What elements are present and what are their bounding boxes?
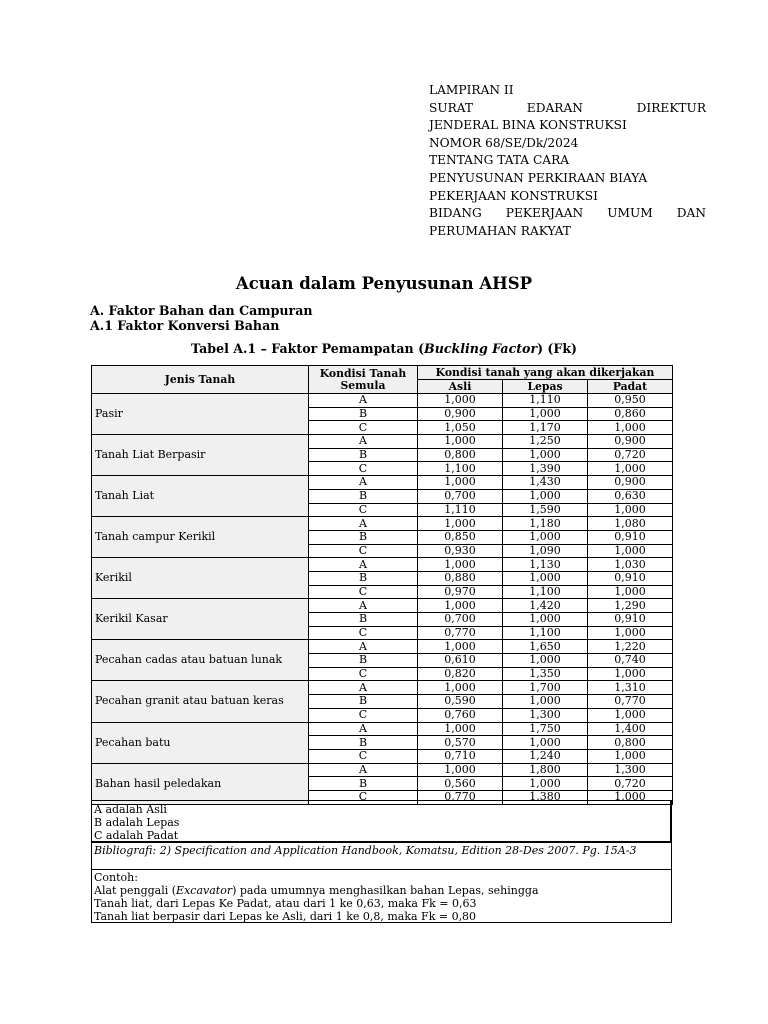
lepas-cell: 1,390 [503, 462, 588, 476]
asli-cell: 0,820 [418, 667, 503, 681]
kondisi-cell: A [309, 722, 418, 736]
lepas-cell: 1,110 [503, 394, 588, 408]
asli-cell: 1,000 [418, 394, 503, 408]
page-title: Acuan dalam Penyusunan AHSP [235, 274, 533, 293]
lepas-cell: 1,380 [503, 790, 588, 804]
asli-cell: 1,000 [418, 599, 503, 613]
header-padat: Padat [588, 380, 673, 394]
asli-cell: 1,100 [418, 462, 503, 476]
padat-cell: 1,000 [588, 790, 673, 804]
lepas-cell: 1,180 [503, 517, 588, 531]
asli-cell: 0,930 [418, 544, 503, 558]
soil-type-cell: Pasir [92, 394, 309, 435]
padat-cell: 0,910 [588, 530, 673, 544]
kondisi-cell: B [309, 489, 418, 503]
lampiran-line: LAMPIRAN II [429, 83, 514, 97]
header-asli: Asli [418, 380, 503, 394]
soil-type-cell: Pecahan cadas atau batuan lunak [92, 640, 309, 681]
padat-cell: 1,400 [588, 722, 673, 736]
asli-cell: 1,050 [418, 421, 503, 435]
asli-cell: 0,560 [418, 777, 503, 791]
kondisi-cell: A [309, 640, 418, 654]
lampiran-word: UMUM [607, 206, 653, 221]
asli-cell: 0,970 [418, 585, 503, 599]
kondisi-cell: B [309, 777, 418, 791]
lampiran-word: DIREKTUR [636, 100, 706, 115]
padat-cell: 1,000 [588, 708, 673, 722]
kondisi-cell: A [309, 681, 418, 695]
buckling-factor-table [91, 365, 673, 805]
lepas-cell: 1,000 [503, 695, 588, 709]
example-line: Tanah liat berpasir dari Lepas ke Asli, dari 1 ke 0,8, maka Fk = 0,80 [94, 910, 477, 923]
kondisi-cell: A [309, 558, 418, 572]
kondisi-cell: C [309, 503, 418, 517]
example-line-prefix: Alat penggali ( [94, 884, 177, 897]
kondisi-cell: C [309, 708, 418, 722]
lepas-cell: 1,000 [503, 571, 588, 585]
lampiran-word: EDARAN [526, 100, 583, 115]
soil-type-cell: Tanah Liat Berpasir [92, 435, 309, 476]
padat-cell: 1,000 [588, 585, 673, 599]
kondisi-cell: A [309, 435, 418, 449]
header-jenis-tanah: Jenis Tanah [92, 366, 309, 394]
asli-cell: 0,760 [418, 708, 503, 722]
padat-cell: 1,000 [588, 544, 673, 558]
lepas-cell: 1,650 [503, 640, 588, 654]
kondisi-cell: A [309, 599, 418, 613]
legend-line: B adalah Lepas [94, 816, 180, 829]
lepas-cell: 1,000 [503, 489, 588, 503]
table-row [92, 640, 673, 654]
lepas-cell: 1,000 [503, 530, 588, 544]
example-line-italic: Excavator [176, 884, 233, 897]
table-row [92, 722, 673, 736]
asli-cell: 0,800 [418, 448, 503, 462]
kondisi-cell: B [309, 448, 418, 462]
lampiran-word: DAN [676, 206, 706, 221]
asli-cell: 0,710 [418, 749, 503, 763]
kondisi-cell: A [309, 763, 418, 777]
padat-cell: 0,900 [588, 476, 673, 490]
lampiran-line-justified [429, 100, 706, 118]
table-row [92, 435, 673, 449]
padat-cell: 1,000 [588, 626, 673, 640]
soil-type-cell: Tanah campur Kerikil [92, 517, 309, 558]
padat-cell: 0,720 [588, 448, 673, 462]
lepas-cell: 1,350 [503, 667, 588, 681]
padat-cell: 1,300 [588, 763, 673, 777]
example-line [94, 884, 669, 897]
asli-cell: 0,570 [418, 736, 503, 750]
table-row [92, 681, 673, 695]
kondisi-cell: C [309, 749, 418, 763]
kondisi-cell: A [309, 394, 418, 408]
table-row [92, 599, 673, 613]
header-kondisi-semula: Kondisi Tanah Semula [309, 366, 418, 394]
soil-type-cell: Tanah Liat [92, 476, 309, 517]
lampiran-line: TENTANG TATA CARA [429, 153, 570, 168]
lampiran-line-justified [429, 205, 706, 223]
padat-cell: 1,000 [588, 503, 673, 517]
caption-suffix: ) (Fk) [537, 341, 578, 356]
example-label: Contoh: [94, 871, 138, 884]
asli-cell: 0,770 [418, 626, 503, 640]
kondisi-cell: C [309, 544, 418, 558]
asli-cell: 1,000 [418, 517, 503, 531]
table-caption [0, 341, 768, 356]
lepas-cell: 1,100 [503, 626, 588, 640]
asli-cell: 1,000 [418, 722, 503, 736]
lepas-cell: 1,130 [503, 558, 588, 572]
section-heading-a1: A.1 Faktor Konversi Bahan [90, 318, 280, 333]
padat-cell: 1,000 [588, 462, 673, 476]
legend-box [91, 800, 672, 842]
lampiran-word: BIDANG [429, 206, 482, 221]
padat-cell: 0,720 [588, 777, 673, 791]
padat-cell: 1,030 [588, 558, 673, 572]
asli-cell: 1,110 [418, 503, 503, 517]
kondisi-cell: A [309, 476, 418, 490]
padat-cell: 0,770 [588, 695, 673, 709]
lepas-cell: 1,750 [503, 722, 588, 736]
caption-prefix: Tabel A.1 – Faktor Pemampatan ( [190, 341, 425, 356]
padat-cell: 0,910 [588, 613, 673, 627]
padat-cell: 0,630 [588, 489, 673, 503]
lampiran-word: PEKERJAAN [505, 206, 584, 221]
lampiran-line: PENYUSUNAN PERKIRAAN BIAYA [429, 170, 648, 185]
padat-cell: 0,910 [588, 571, 673, 585]
lampiran-line: PEKERJAAN KONSTRUKSI [429, 188, 598, 203]
padat-cell: 0,800 [588, 736, 673, 750]
kondisi-cell: B [309, 654, 418, 668]
lepas-cell: 1,000 [503, 777, 588, 791]
lampiran-line: JENDERAL BINA KONSTRUKSI [429, 118, 627, 133]
asli-cell: 1,000 [418, 476, 503, 490]
padat-cell: 1,310 [588, 681, 673, 695]
lampiran-word: SURAT [429, 100, 474, 115]
soil-type-cell: Kerikil Kasar [92, 599, 309, 640]
padat-cell: 1,000 [588, 667, 673, 681]
padat-cell: 0,950 [588, 394, 673, 408]
asli-cell: 1,000 [418, 435, 503, 449]
padat-cell: 1,220 [588, 640, 673, 654]
asli-cell: 0,700 [418, 489, 503, 503]
lepas-cell: 1,000 [503, 654, 588, 668]
bibliography-box [91, 842, 672, 870]
lampiran-header [429, 82, 706, 240]
header-lepas: Lepas [503, 380, 588, 394]
header-kondisi-dikerjakan: Kondisi tanah yang akan dikerjakan [418, 366, 673, 380]
table-row [92, 763, 673, 777]
padat-cell: 1,000 [588, 421, 673, 435]
kondisi-cell: C [309, 421, 418, 435]
kondisi-cell: B [309, 530, 418, 544]
lepas-cell: 1,420 [503, 599, 588, 613]
padat-cell: 0,900 [588, 435, 673, 449]
lampiran-line: NOMOR 68/SE/Dk/2024 [429, 135, 579, 150]
asli-cell: 0,700 [418, 613, 503, 627]
asli-cell: 1,000 [418, 640, 503, 654]
lepas-cell: 1,170 [503, 421, 588, 435]
lepas-cell: 1,100 [503, 585, 588, 599]
asli-cell: 0,770 [418, 790, 503, 804]
kondisi-cell: C [309, 462, 418, 476]
lepas-cell: 1,590 [503, 503, 588, 517]
asli-cell: 0,880 [418, 571, 503, 585]
bibliography-text: Bibliografi: 2) Specification and Application Handbook, Komatsu, Edition 28-Des 2007. Pg. 15A-3 [94, 844, 637, 857]
lepas-cell: 1,090 [503, 544, 588, 558]
lepas-cell: 1,240 [503, 749, 588, 763]
padat-cell: 1,290 [588, 599, 673, 613]
table-row [92, 476, 673, 490]
lepas-cell: 1,000 [503, 736, 588, 750]
table-row [92, 394, 673, 408]
kondisi-cell: B [309, 695, 418, 709]
kondisi-cell: B [309, 736, 418, 750]
asli-cell: 0,610 [418, 654, 503, 668]
table-body [92, 394, 673, 805]
lepas-cell: 1,800 [503, 763, 588, 777]
lepas-cell: 1,700 [503, 681, 588, 695]
padat-cell: 0,740 [588, 654, 673, 668]
padat-cell: 0,860 [588, 407, 673, 421]
asli-cell: 0,850 [418, 530, 503, 544]
section-heading-a: A. Faktor Bahan dan Campuran [90, 303, 313, 318]
table-row [92, 558, 673, 572]
lepas-cell: 1,000 [503, 448, 588, 462]
soil-type-cell: Pecahan granit atau batuan keras [92, 681, 309, 722]
kondisi-cell: B [309, 407, 418, 421]
asli-cell: 0,900 [418, 407, 503, 421]
lampiran-line: PERUMAHAN RAKYAT [429, 223, 571, 238]
lepas-cell: 1,000 [503, 613, 588, 627]
example-line: Tanah liat, dari Lepas Ke Padat, atau dari 1 ke 0,63, maka Fk = 0,63 [94, 897, 477, 910]
kondisi-cell: C [309, 585, 418, 599]
padat-cell: 1,080 [588, 517, 673, 531]
lepas-cell: 1,000 [503, 407, 588, 421]
asli-cell: 1,000 [418, 681, 503, 695]
kondisi-cell: A [309, 517, 418, 531]
legend-line: C adalah Padat [94, 829, 179, 842]
kondisi-cell: C [309, 626, 418, 640]
kondisi-cell: B [309, 571, 418, 585]
lepas-cell: 1,430 [503, 476, 588, 490]
lepas-cell: 1,250 [503, 435, 588, 449]
lepas-cell: 1,300 [503, 708, 588, 722]
caption-italic: Buckling Factor [424, 341, 538, 356]
kondisi-cell: B [309, 613, 418, 627]
asli-cell: 0,590 [418, 695, 503, 709]
legend-line: A adalah Asli [94, 803, 167, 816]
kondisi-cell: C [309, 667, 418, 681]
example-line-suffix: ) pada umumnya menghasilkan bahan Lepas, sehingga [232, 884, 539, 897]
kondisi-cell: C [309, 790, 418, 804]
soil-type-cell: Bahan hasil peledakan [92, 763, 309, 804]
padat-cell: 1,000 [588, 749, 673, 763]
asli-cell: 1,000 [418, 558, 503, 572]
soil-type-cell: Pecahan batu [92, 722, 309, 763]
table-row [92, 517, 673, 531]
soil-type-cell: Kerikil [92, 558, 309, 599]
example-box [91, 869, 672, 923]
asli-cell: 1,000 [418, 763, 503, 777]
